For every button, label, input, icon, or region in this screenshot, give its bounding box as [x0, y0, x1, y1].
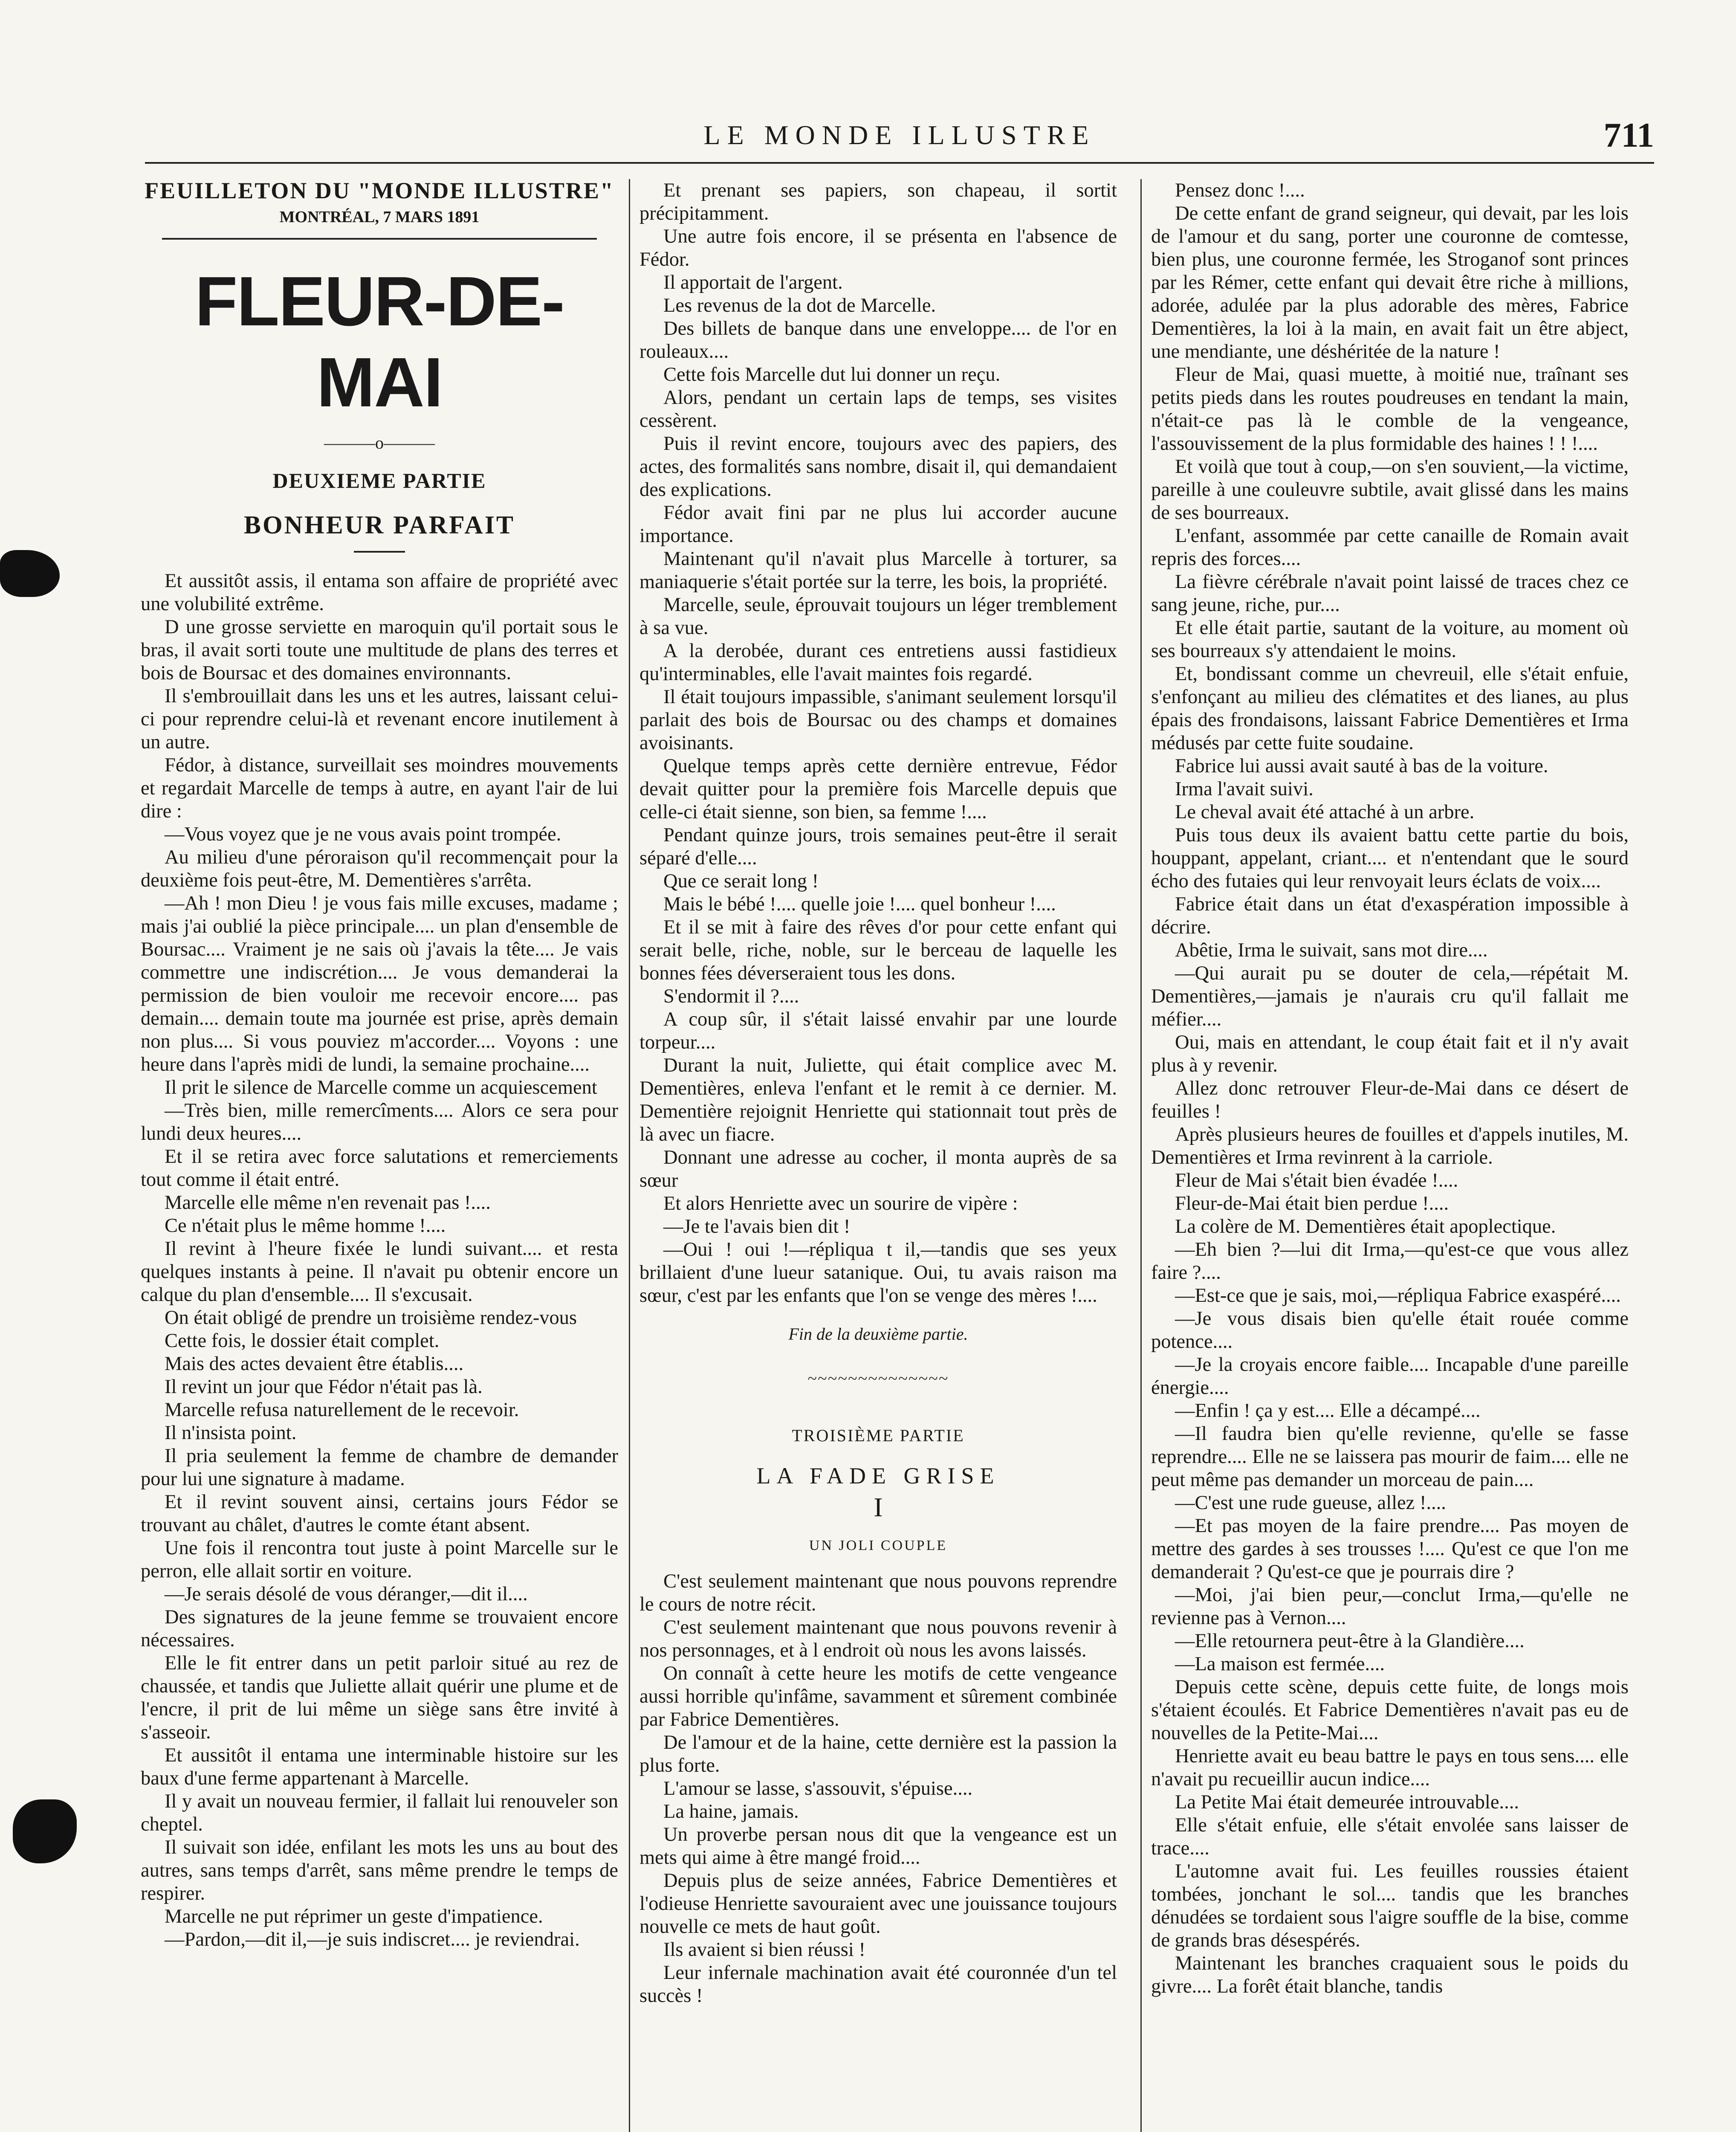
paragraph: La haine, jamais. — [663, 1801, 799, 1822]
paragraph: —Vous voyez que je ne vous avais point trompée. — [165, 823, 561, 845]
paragraph: Des signatures de la jeune femme se trouvaient encore nécessaires. — [141, 1606, 618, 1651]
paragraph: Il n'insista point. — [165, 1422, 297, 1444]
paragraph: Il revint un jour que Fédor n'était pas là. — [165, 1376, 483, 1398]
paragraph: Fédor, à distance, surveillait ses moindres mouvements et regardait Marcelle de temps à autre, en ayant l'air de lui dire : — [141, 754, 618, 822]
end-of-part-note: Fin de la deuxième partie. — [788, 1324, 968, 1344]
paragraph: Et elle était partie, sautant de la voiture, au moment où ses bourreaux s'y attendaient le moins. — [1151, 617, 1629, 662]
paragraph: De l'amour et de la haine, cette dernière est la passion la plus forte. — [639, 1732, 1117, 1776]
paragraph: —Est-ce que je sais, moi,—répliqua Fabrice exaspéré.... — [1175, 1285, 1621, 1306]
paragraph: Et il se retira avec force salutations et remerciements tout comme il était entré. — [141, 1146, 618, 1191]
paragraph: C'est seulement maintenant que nous pouvons revenir à nos personnages, et à l endroit où nous les avons laissés. — [639, 1616, 1117, 1661]
heading-rule — [162, 238, 597, 240]
column-2-body-continued — [639, 1570, 1117, 2007]
story-title: FLEUR-DE-MAI — [195, 262, 564, 421]
chapter-number: I — [874, 1492, 883, 1522]
paragraph: Alors, pendant un certain laps de temps, ses visites cessèrent. — [639, 387, 1117, 432]
paragraph: L'enfant, assommée par cette canaille de Romain avait repris des forces.... — [1151, 525, 1629, 570]
column-divider — [1140, 179, 1142, 2132]
paragraph: A la derobée, durant ces entretiens aussi fastidieux qu'interminables, elle l'avait maintes fois regardé. — [639, 640, 1117, 685]
title-ornament: ———o——— — [324, 433, 435, 452]
paragraph: D une grosse serviette en maroquin qu'il portait sous le bras, il avait sorti toute une multitude de plans des terres et bois de Boursac et des domaines environnants. — [141, 616, 618, 684]
paragraph: —Pardon,—dit il,—je suis indiscret.... je reviendrai. — [165, 1929, 580, 1950]
paragraph: Oui, mais en attendant, le coup était fait et il n'y avait plus à y revenir. — [1151, 1031, 1629, 1076]
paragraph: Et voilà que tout à coup,—on s'en souvient,—la victime, pareille à une couleuvre subtile, avait glissé dans les mains de ses bourreaux. — [1151, 456, 1629, 524]
paragraph: Et il revint souvent ainsi, certains jours Fédor se trouvant au châlet, d'autres le comte étant absent. — [141, 1491, 618, 1536]
paragraph: On était obligé de prendre un troisième rendez-vous — [165, 1307, 577, 1329]
paragraph: Fleur de Mai, quasi muette, à moitié nue, traînant ses petits pieds dans les routes poudreuses en tendant la main, n'était-ce pas là le comble de la vengeance, l'assouvissement de la plus formidable des haines ! ! !.... — [1151, 364, 1629, 455]
paragraph: L'amour se lasse, s'assouvit, s'épuise.... — [663, 1778, 973, 1799]
paragraph: —C'est une rude gueuse, allez !.... — [1175, 1492, 1446, 1514]
paragraph: La colère de M. Dementières était apoplectique. — [1175, 1216, 1556, 1237]
page-number: 711 — [1603, 116, 1654, 154]
paragraph: Il prit le silence de Marcelle comme un acquiescement — [165, 1077, 597, 1098]
paragraph: Il apportait de l'argent. — [663, 272, 843, 293]
paragraph: Puis tous deux ils avaient battu cette partie du bois, houppant, appelant, criant.... et n'entendant que le sourd écho des futaies qui leur renvoyait leurs éclats de voix.... — [1151, 824, 1629, 892]
paragraph: —Je la croyais encore faible.... Incapable d'une pareille énergie.... — [1151, 1354, 1629, 1399]
paragraph: —Très bien, mille remercîments.... Alors ce sera pour lundi deux heures.... — [141, 1100, 618, 1144]
paragraph: Et, bondissant comme un chevreuil, elle s'était enfuie, s'enfonçant au milieu des clématites et des lianes, au plus épais des frondaisons, laissant Fabrice Dementières et Irma médusés par cette fuite soudaine. — [1151, 663, 1629, 754]
paragraph: S'endormit il ?.... — [663, 985, 799, 1007]
paragraph: —Elle retournera peut-être à la Glandière.... — [1175, 1630, 1525, 1652]
paragraph: Une autre fois encore, il se présenta en l'absence de Fédor. — [639, 226, 1117, 270]
paragraph: —Je vous disais bien qu'elle était rouée comme potence.... — [1151, 1308, 1629, 1353]
paragraph: Durant la nuit, Juliette, qui était complice avec M. Dementières, enleva l'enfant et le remit à ce dernier. M. Dementière rejoignit Henriette qui stationnait tout près de là avec un fiacre. — [639, 1054, 1117, 1145]
paragraph: On connaît à cette heure les motifs de cette vengeance aussi horrible qu'infâme, savamment et sûrement combinée par Fabrice Dementières. — [639, 1663, 1117, 1730]
paragraph: Maintenant qu'il n'avait plus Marcelle à torturer, sa maniaquerie s'était portée sur la terre, les bois, la propriété. — [639, 548, 1117, 593]
paragraph: Un proverbe persan nous dit que la vengeance est un mets qui aime à être mangé froid.... — [639, 1824, 1117, 1868]
paragraph: A coup sûr, il s'était laissé envahir par une lourde torpeur.... — [639, 1008, 1117, 1053]
paragraph: Des billets de banque dans une enveloppe.... de l'or en rouleaux.... — [639, 318, 1117, 362]
paragraph: —Je te l'avais bien dit ! — [663, 1216, 851, 1237]
paragraph: C'est seulement maintenant que nous pouvons reprendre le cours de notre récit. — [639, 1570, 1117, 1615]
paragraph: Et alors Henriette avec un sourire de vipère : — [663, 1193, 1018, 1214]
paragraph: Henriette avait eu beau battre le pays en tous sens.... elle n'avait pu recueillir aucun indice.... — [1151, 1745, 1629, 1790]
section-ornament: ~~~~~~~~~~~~~~ — [807, 1369, 949, 1388]
journal-title: LE MONDE ILLUSTRE — [703, 120, 1096, 150]
paragraph: Et aussitôt il entama une interminable histoire sur les baux d'une ferme appartenant à Marcelle. — [141, 1744, 618, 1789]
paragraph: —La maison est fermée.... — [1175, 1653, 1385, 1675]
paragraph: —Moi, j'ai bien peur,—conclut Irma,—qu'elle ne revienne pas à Vernon.... — [1151, 1584, 1629, 1629]
paragraph: Donnant une adresse au cocher, il monta auprès de sa sœur — [639, 1147, 1117, 1191]
paragraph: Fleur de Mai s'était bien évadée !.... — [1175, 1170, 1458, 1191]
paragraph: Pensez donc !.... — [1175, 180, 1305, 201]
paragraph: Que ce serait long ! — [663, 870, 819, 892]
paragraph: Il suivait son idée, enfilant les mots les uns au bout des autres, sans temps d'arrêt, sans même prendre le temps de respirer. — [141, 1837, 618, 1904]
paragraph: La fièvre cérébrale n'avait point laissé de traces chez ce sang jeune, riche, pur.... — [1151, 571, 1629, 616]
paragraph: Mais le bébé !.... quelle joie !.... quel bonheur !.... — [663, 893, 1056, 915]
paragraph: Depuis plus de seize années, Fabrice Dementières et l'odieuse Henriette savouraient avec une jouissance toujours nouvelle ce mets de haut goût. — [639, 1870, 1117, 1938]
paragraph: Maintenant les branches craquaient sous le poids du givre.... La forêt était blanche, tandis — [1151, 1952, 1629, 1997]
column-1 — [141, 179, 618, 2132]
paragraph: —Oui ! oui !—répliqua t il,—tandis que ses yeux brillaient d'une lueur satanique. Oui, tu avais raison ma sœur, c'est par les enfants que l'on se venge des mères !.... — [639, 1239, 1117, 1306]
paragraph: Abêtie, Irma le suivait, sans mot dire.... — [1175, 939, 1488, 961]
paragraph: Et il se mit à faire des rêves d'or pour cette enfant qui serait belle, riche, noble, sur le berceau de laquelle les bonnes fées déverseraient tous les dons. — [639, 916, 1117, 984]
paragraph: Mais des actes devaient être établis.... — [165, 1353, 464, 1375]
chapter-subtitle: BONHEUR PARFAIT — [243, 511, 515, 539]
paragraph: La Petite Mai était demeurée introuvable.... — [1175, 1791, 1519, 1813]
paragraph: Fabrice était dans un état d'exaspération impossible à décrire. — [1151, 893, 1629, 938]
paragraph: Après plusieurs heures de fouilles et d'appels inutiles, M. Dementières et Irma revinrent à la carriole. — [1151, 1124, 1629, 1168]
paragraph: Marcelle elle même n'en revenait pas !.... — [165, 1192, 491, 1214]
paragraph: —Il faudra bien qu'elle revienne, qu'elle se fasse reprendre.... Elle ne se laissera pas mourir de faim.... elle ne peut même pas demander un morceau de pain.... — [1151, 1423, 1629, 1491]
chapter-title: UN JOLI COUPLE — [809, 1538, 948, 1553]
paragraph: Puis il revint encore, toujours avec des papiers, des actes, des formalités sans nombre, disait il, qui demandaient des explications. — [639, 433, 1117, 501]
column-2-body — [639, 179, 1117, 1307]
paragraph: —Eh bien ?—lui dit Irma,—qu'est-ce que vous allez faire ?.... — [1151, 1239, 1629, 1283]
feuilleton-heading: FEUILLETON DU "MONDE ILLUSTRE" — [145, 179, 614, 203]
paragraph: Pendant quinze jours, trois semaines peut-être il serait séparé d'elle.... — [639, 824, 1117, 869]
paragraph: —Qui aurait pu se douter de cela,—répétait M. Dementières,—jamais je n'aurais cru qu'il fallait me méfier.... — [1151, 962, 1629, 1030]
subtitle-rule — [354, 551, 405, 553]
paragraph: Elle le fit entrer dans un petit parloir situé au rez de chaussée, et tandis que Juliette allait quérir une plume et de l'encre, il prit de lui même un siège sans être invité à s'asseoir. — [141, 1652, 618, 1743]
column-3-body — [1151, 179, 1629, 1998]
page-header — [145, 115, 1654, 162]
paragraph: —Ah ! mon Dieu ! je vous fais mille excuses, madame ; mais j'ai oublié la pièce principale.... un plan d'ensemble de Boursac.... Vraiment je ne sais où j'avais la tête.... Je vais commettre une indiscrétion.... Je vous demanderai la permission de bien vouloir me recevoir encore.... pas demain.... demain toute ma journée est prise, après demain non plus.... Si vous pouviez m'accorder.... Voyons : une heure dans l'après midi de lundi, la semaine prochaine.... — [141, 892, 618, 1075]
paragraph: Leur infernale machination avait été couronnée d'un tel succès ! — [639, 1962, 1117, 2007]
column-divider — [629, 179, 630, 2132]
paragraph: —Et pas moyen de la faire prendre.... Pas moyen de mettre des gardes à ses trousses !.... Qu'est ce que l'on me demanderait ? Qu'est-ce que je pourrais dire ? — [1151, 1515, 1629, 1583]
dateline: MONTRÉAL, 7 MARS 1891 — [279, 208, 480, 226]
paragraph: Quelque temps après cette dernière entrevue, Fédor devait quitter pour la première fois Marcelle depuis que celle-ci était sienne, son bien, sa femme !.... — [639, 755, 1117, 823]
ink-blot — [0, 550, 60, 597]
paragraph: Marcelle ne put réprimer un geste d'impatience. — [165, 1906, 543, 1927]
paragraph: Cette fois, le dossier était complet. — [165, 1330, 440, 1352]
paragraph: L'automne avait fui. Les feuilles roussies étaient tombées, jonchant le sol.... tandis que les branches dénudées se tordaient sous l'aigre souffle de la bise, comme de grands bras désespérés. — [1151, 1860, 1629, 1951]
paragraph: Et aussitôt assis, il entama son affaire de propriété avec une volubilité extrême. — [141, 570, 618, 615]
paragraph: Marcelle, seule, éprouvait toujours un léger tremblement à sa vue. — [639, 594, 1117, 639]
paragraph: Les revenus de la dot de Marcelle. — [663, 295, 936, 316]
paragraph: Il était toujours impassible, s'animant seulement lorsqu'il parlait des bois de Boursac ou des champs et domaines avoisinants. — [639, 686, 1117, 754]
paragraph: Fédor avait fini par ne plus lui accorder aucune importance. — [639, 502, 1117, 547]
paragraph: Et prenant ses papiers, son chapeau, il sortit précipitamment. — [639, 180, 1117, 224]
paragraph: Fabrice lui aussi avait sauté à bas de la voiture. — [1175, 755, 1548, 777]
paragraph: Une fois il rencontra tout juste à point Marcelle sur le perron, elle allait sortir en voiture. — [141, 1537, 618, 1582]
paragraph: Irma l'avait suivi. — [1175, 778, 1314, 800]
column-2 — [639, 179, 1117, 2132]
paragraph: Allez donc retrouver Fleur-de-Mai dans ce désert de feuilles ! — [1151, 1078, 1629, 1122]
section-title: LA FADE GRISE — [756, 1463, 1000, 1489]
paragraph: —Enfin ! ça y est.... Elle a décampé.... — [1175, 1400, 1481, 1422]
paragraph: Le cheval avait été attaché à un arbre. — [1175, 801, 1475, 823]
paragraph: Marcelle refusa naturellement de le recevoir. — [165, 1399, 519, 1421]
paragraph: Depuis cette scène, depuis cette fuite, de longs mois s'étaient écoulés. Et Fabrice Dementières n'avait pas eu de nouvelles de la Petite-Mai.... — [1151, 1676, 1629, 1744]
paragraph: Ils avaient si bien réussi ! — [663, 1939, 865, 1961]
paragraph: Il revint à l'heure fixée le lundi suivant.... et resta quelques instants à peine. Il n'avait pu obtenir encore un calque du plan d'ensemble.... Il s'excusait. — [141, 1238, 618, 1306]
paragraph: Cette fois Marcelle dut lui donner un reçu. — [663, 364, 1001, 385]
paragraph: Il s'embrouillait dans les uns et les autres, laissant celui-ci pour reprendre celui-là et revenant encore inutilement à un autre. — [141, 685, 618, 753]
paragraph: Elle s'était enfuie, elle s'était envolée sans laisser de trace.... — [1151, 1814, 1629, 1859]
paragraph: De cette enfant de grand seigneur, qui devait, par les lois de l'amour et du sang, porter une couronne de comtesse, bien plus, une couronne fermée, les Stroganof sont princes par les Rémer, cette enfant qui devait être riche à millions, adorée, adulée par la plus adorable des mères, Fabrice Dementières, la loi à la main, en avait fait un être abject, une mendiante, une déshéritée de la nature ! — [1151, 203, 1629, 362]
column-3 — [1151, 179, 1629, 2132]
column-1-body — [141, 570, 618, 1951]
part-heading: DEUXIEME PARTIE — [272, 469, 486, 492]
header-rule — [145, 162, 1654, 164]
paragraph: Fleur-de-Mai était bien perdue !.... — [1175, 1193, 1449, 1214]
paragraph: Ce n'était plus le même homme !.... — [165, 1215, 446, 1237]
paragraph: Au milieu d'une péroraison qu'il recommençait pour la deuxième fois peut-être, M. Dementières s'arrêta. — [141, 846, 618, 891]
paragraph: —Je serais désolé de vous déranger,—dit il.... — [165, 1583, 528, 1605]
paragraph: Il y avait un nouveau fermier, il fallait lui renouveler son cheptel. — [141, 1790, 618, 1835]
ink-blot — [13, 1799, 77, 1863]
paragraph: Il pria seulement la femme de chambre de demander pour lui une signature à madame. — [141, 1445, 618, 1490]
part-heading: TROISIÈME PARTIE — [792, 1426, 965, 1445]
